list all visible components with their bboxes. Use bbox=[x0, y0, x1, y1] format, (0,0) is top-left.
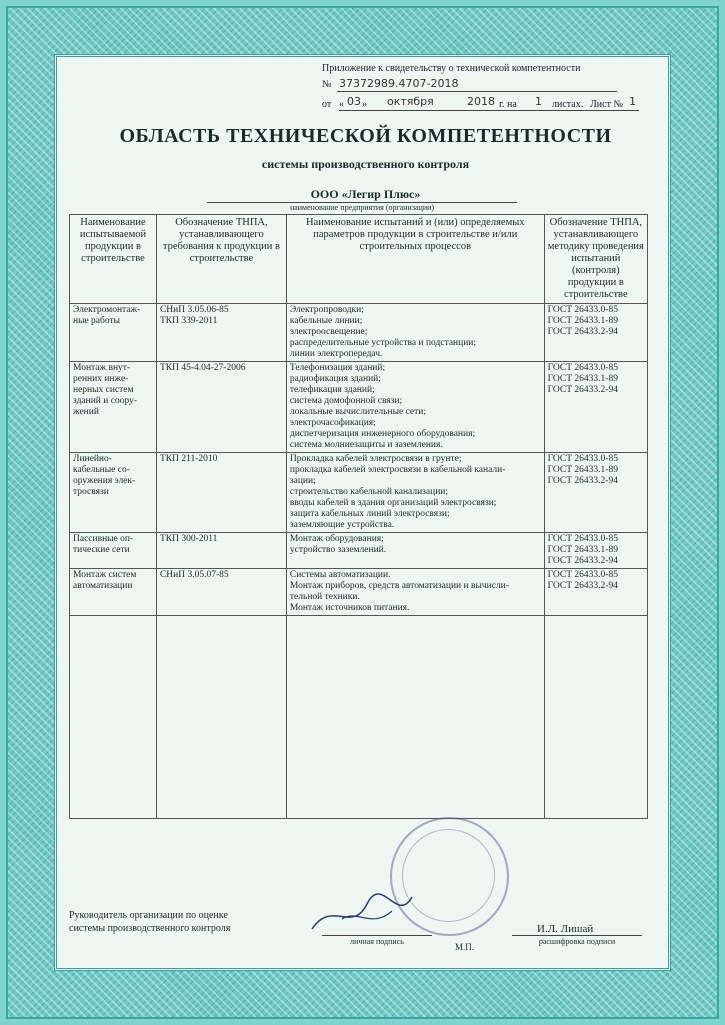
methods-line: ГОСТ 26433.0-85 bbox=[547, 570, 618, 580]
tests-line: защита кабельных линий электросвязи; bbox=[289, 509, 450, 519]
tests-line: Системы автоматизации. bbox=[289, 570, 391, 580]
product-line: Линейно- bbox=[73, 454, 112, 464]
cell-tests bbox=[286, 362, 544, 453]
signer-name: И.Л. Лишай bbox=[537, 923, 594, 935]
methods-line: ГОСТ 26433.2-94 bbox=[547, 581, 618, 591]
product-line: зданий и соору- bbox=[73, 396, 137, 406]
methods-line: ГОСТ 26433.2-94 bbox=[547, 476, 618, 486]
date-month: октября bbox=[387, 95, 434, 108]
methods-line: ГОСТ 26433.2-94 bbox=[547, 385, 618, 395]
product-line: ренних инже- bbox=[73, 374, 129, 384]
tests-line: диспетчеризация инженерного оборудования; bbox=[289, 429, 476, 439]
tests-line: Монтаж оборудования; bbox=[289, 534, 384, 544]
product-line: Пассивные оп- bbox=[73, 534, 134, 544]
methods-line: ГОСТ 26433.1-89 bbox=[547, 316, 618, 326]
seal-label: М.П. bbox=[455, 942, 475, 952]
cell-tests bbox=[286, 569, 544, 616]
product-line: оружения элек- bbox=[73, 476, 136, 486]
methods-line: ГОСТ 26433.0-85 bbox=[547, 363, 618, 373]
tests-line: система домофонной связи; bbox=[289, 396, 403, 406]
table-filler-row bbox=[70, 616, 648, 819]
tests-line: система молниезащиты и заземления. bbox=[289, 440, 443, 450]
tests-line: распределительные устройства и подстанции; bbox=[289, 338, 477, 348]
cell-tnpa bbox=[156, 304, 286, 362]
cell-tnpa bbox=[156, 533, 286, 569]
methods-line: ГОСТ 26433.2-94 bbox=[547, 327, 618, 337]
cell-tests bbox=[286, 453, 544, 533]
cell-tests bbox=[286, 304, 544, 362]
organization-name: ООО «Легир Плюс» bbox=[310, 187, 421, 201]
cell-product bbox=[70, 533, 157, 569]
cell-product bbox=[70, 362, 157, 453]
methods-line: ГОСТ 26433.1-89 bbox=[547, 545, 618, 555]
tests-line: вводы кабелей в здания организаций электросвязи; bbox=[289, 498, 497, 508]
tests-line: заземляющие устройства. bbox=[289, 520, 395, 530]
cell-product bbox=[70, 569, 157, 616]
header-methods: Обозначение ТНПА, устанавливающего методику проведения испытаний (контроля) продукции в строительстве bbox=[544, 215, 647, 304]
tests-line: строительство кабельной канализации; bbox=[289, 487, 449, 497]
cell-methods bbox=[544, 304, 647, 362]
date-from: от bbox=[322, 99, 332, 110]
product-line: жений bbox=[73, 407, 99, 417]
tnpa-line: ТКП 211-2010 bbox=[159, 454, 218, 464]
date-year: 2018 bbox=[467, 95, 495, 108]
tnpa-line: ТКП 339-2011 bbox=[159, 316, 218, 326]
cell-tnpa bbox=[156, 569, 286, 616]
tests-line: прокладка кабелей электросвязи в кабельной канали- bbox=[289, 465, 506, 475]
cell-tnpa bbox=[156, 453, 286, 533]
cell-tests bbox=[286, 533, 544, 569]
tests-line: кабельные линии; bbox=[289, 316, 363, 326]
methods-line: ГОСТ 26433.1-89 bbox=[547, 465, 618, 475]
product-line: ные работы bbox=[73, 316, 121, 326]
tests-line: устройство заземлений. bbox=[289, 545, 387, 555]
header-tests: Наименование испытаний и (или) определяемых параметров продукции в строительстве и/или строительных процессов bbox=[286, 215, 544, 304]
table-row bbox=[70, 453, 648, 533]
certificate-number: 37372989.4707-2018 bbox=[339, 77, 459, 90]
page-subtitle: системы производственного контроля bbox=[261, 157, 470, 171]
name-caption: расшифровка подписи bbox=[538, 937, 616, 946]
tests-line: Телефонизация зданий; bbox=[289, 363, 386, 373]
organization-caption: наименование предприятия (организации) bbox=[289, 203, 435, 212]
header-tnpa: Обозначение ТНПА, устанавливающего требования к продукции в строительстве bbox=[156, 215, 286, 304]
cell-product bbox=[70, 304, 157, 362]
methods-line: ГОСТ 26433.0-85 bbox=[547, 534, 618, 544]
cell-tnpa bbox=[156, 362, 286, 453]
product-line: Монтаж внут- bbox=[73, 363, 131, 373]
tnpa-line: СНиП 3.05.06-85 bbox=[159, 305, 229, 315]
tests-line: электроосвещение; bbox=[289, 327, 368, 337]
table-row bbox=[70, 362, 648, 453]
tests-line: Монтаж приборов, средств автоматизации и вычисли- bbox=[289, 581, 509, 591]
product-line: Электромонтаж- bbox=[73, 305, 141, 315]
header-product: Наименование испытываемой продукции в строительстве bbox=[70, 215, 157, 304]
document-body: Приложение к свидетельству о технической компетентности № 37372989.4707-2018 от « 03 » октября 2018 г. на 1 листах. Лист № 1 ОБЛАСТЬ ТЕХНИЧЕСКОЙ КОМПЕТЕНТНОСТИ системы производственного контроля ООО «Легир Плюс» наименование предприятия (организации) Наименование испытываемой продукции в строительстве Обозначение ТНПА, устанавливающего требования к продукции в строительстве Наименование испытаний и (или) определяемых параметров продукции в строительстве и/или строительных процессов Обозначение ТНПА, устанавливающего методику проведения испытаний (контроля) продукции в строительстве Электромонтаж- ные работы СНиП 3.05.06-85 ТКП 339-2011 Электропроводки; кабельные линии; электроосвещение; распределительные устройства и подстанции; линии электропередач. ГОСТ 26433.0-85 ГОСТ 26433.1-89 ГОСТ 26433.2-94 Монтаж внут- ренних инже- нерных систем зданий и соору- жений ТКП 45-4.04-27-2006 Телефонизация зданий; радиофикация зданий; телефикация зданий; система домофонной связи; локальные вычислительные сети; электрочасофикация; диспетчеризация инженерного оборудования; система молниезащиты и заземления. ГОСТ 26433.0-85 ГОСТ 26433.1-89 ГОСТ 26433.2-94 Линейно- кабельные со- оружения элек- тросвязи ТКП 211-2010 Прокладка кабелей электросвязи в грунте; прокладка кабелей электросвязи в кабельной канали- зации; строительство кабельной канализации; вводы кабелей в здания организаций электросвязи; защита кабельных линий электросвязи; заземляющие устройства. ГОСТ 26433.0-85 ГОСТ 26433.1-89 ГОСТ 26433.2-94 Пассивные оп- тические сети ТКП 300-2011 Монтаж оборудования; устройство заземлений. ГОСТ 26433.0-85 ГОСТ 26433.1-89 ГОСТ 26433.2-94 Монтаж систем автоматизации СНиП 3.05.07-85 Системы автоматизации. Монтаж приборов, средств автоматизации и вычисли- тельной техники. Монтаж источников питания. ГОСТ 26433.0-85 ГОСТ 26433.2-94 Руководитель организации по оценке системы производственного контроля личная подпись М.П. И.Л. Лишай расшифровка подписи bbox=[54, 54, 671, 971]
methods-line: ГОСТ 26433.2-94 bbox=[547, 556, 618, 566]
product-line: нерных систем bbox=[73, 385, 134, 395]
cell-product bbox=[70, 453, 157, 533]
methods-line: ГОСТ 26433.0-85 bbox=[547, 305, 618, 315]
product-line: автоматизации bbox=[73, 581, 133, 591]
methods-line: ГОСТ 26433.0-85 bbox=[547, 454, 618, 464]
methods-line: ГОСТ 26433.1-89 bbox=[547, 374, 618, 384]
table-row bbox=[70, 533, 648, 569]
sheets-count: 1 bbox=[535, 95, 542, 108]
appendix-text: Приложение к свидетельству о технической компетентности bbox=[322, 63, 581, 74]
table-row bbox=[70, 569, 648, 616]
tests-line: телефикация зданий; bbox=[289, 385, 375, 395]
table-row bbox=[70, 304, 648, 362]
signature-caption: личная подпись bbox=[350, 937, 404, 946]
cell-methods bbox=[544, 453, 647, 533]
tnpa-line: ТКП 45-4.04-27-2006 bbox=[159, 363, 246, 373]
tnpa-line: СНиП 3.05.07-85 bbox=[159, 570, 229, 580]
tests-line: локальные вычислительные сети; bbox=[289, 407, 426, 417]
page-title: ОБЛАСТЬ ТЕХНИЧЕСКОЙ КОМПЕТЕНТНОСТИ bbox=[119, 125, 612, 147]
tests-line: электрочасофикация; bbox=[289, 418, 376, 428]
head-title-line2: системы производственного контроля bbox=[69, 923, 231, 934]
product-line: Монтаж систем bbox=[73, 570, 137, 580]
tnpa-line: ТКП 300-2011 bbox=[159, 534, 218, 544]
tests-line: тельной техники. bbox=[289, 592, 360, 602]
cell-methods bbox=[544, 362, 647, 453]
number-prefix: № bbox=[322, 79, 332, 90]
head-title-line1: Руководитель организации по оценке bbox=[69, 910, 228, 921]
signature-scribble bbox=[302, 889, 432, 939]
sheet-number: 1 bbox=[629, 95, 636, 108]
product-line: кабельные со- bbox=[73, 465, 130, 475]
tests-line: Электропроводки; bbox=[289, 305, 364, 315]
cell-methods bbox=[544, 533, 647, 569]
tests-line: Монтаж источников питания. bbox=[289, 603, 410, 613]
tests-line: линии электропередач. bbox=[289, 349, 383, 359]
product-line: тросвязи bbox=[73, 487, 109, 497]
competence-table bbox=[69, 214, 648, 819]
tests-line: радиофикация зданий; bbox=[289, 374, 381, 384]
date-day: 03 bbox=[347, 95, 361, 108]
tests-line: Прокладка кабелей электросвязи в грунте; bbox=[289, 454, 462, 464]
tests-line: зации; bbox=[289, 476, 316, 486]
product-line: тические сети bbox=[73, 545, 130, 555]
cell-methods bbox=[544, 569, 647, 616]
